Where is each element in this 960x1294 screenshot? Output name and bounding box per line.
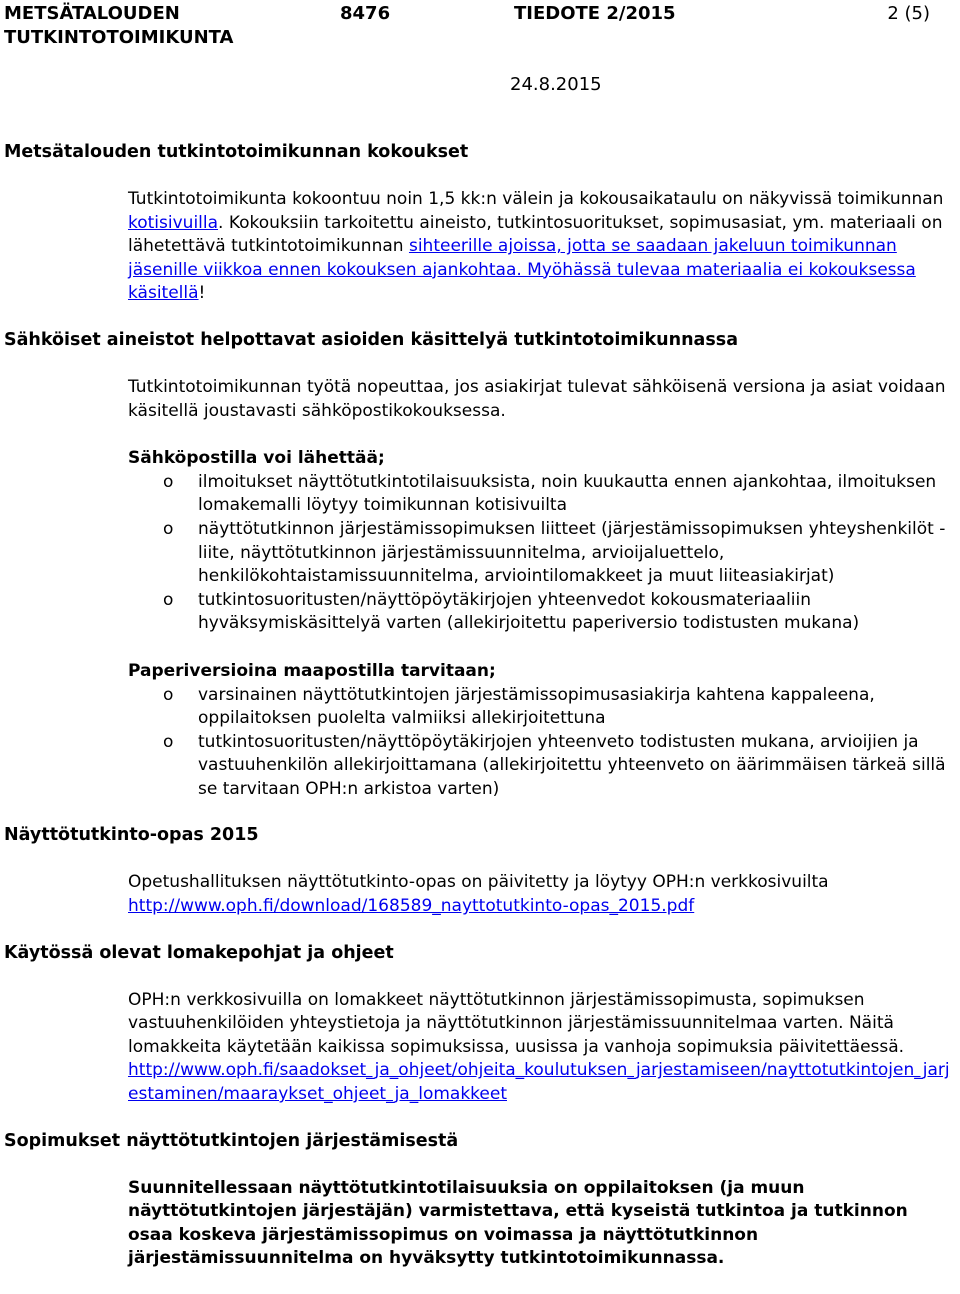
electronic-intro-paragraph: Tutkintotoimikunnan työtä nopeuttaa, jos asiakirjat tulevat sähköisenä versiona ja asiat voidaan käsitellä joustavasti sähköpostikokouksessa.: [128, 376, 946, 421]
page-number: 2 (5): [887, 3, 930, 24]
section-heading-agreements: Sopimukset näyttötutkintojen järjestämisestä: [4, 1130, 459, 1151]
document-header: [4, 2, 930, 102]
section-meetings: [4, 140, 954, 306]
forms-link[interactable]: http://www.oph.fi/saadokset_ja_ohjeet/ohjeita_koulutuksen_jarjestamiseen/nayttotutkintojen_jarjestaminen/maaraykset_ohjeet_ja_lomakkeet: [128, 1060, 950, 1105]
document-content: [4, 140, 954, 1271]
organization-name: METSÄTALOUDEN TUTKINTOTOIMIKUNTA: [4, 3, 234, 48]
secretary-email-link[interactable]: sihteerille ajoissa, jotta se saadaan jakeluun toimikunnan jäsenille viikkoa ennen kokouksen ajankohtaa. Myöhässä tulevaa materiaalia ei kokouksessa käsitellä: [128, 236, 916, 304]
document-date: 24.8.2015: [510, 74, 602, 95]
email-items-list: [128, 471, 954, 636]
bulletin-title: TIEDOTE 2/2015: [514, 3, 676, 24]
section-forms: [4, 941, 954, 1107]
paper-items-list: [128, 684, 954, 802]
list-item: o tutkintosuoritusten/näyttöpöytäkirjojen yhteenveto todistusten mukana, arvioijien ja vastuuhenkilön allekirjoittamana (allekirjoitettu yhteenveto on äärimmäisen tärkeä sillä se tarvitaan OPH:n arkistoa varten): [128, 731, 954, 802]
guide-paragraph: Opetushallituksen näyttötutkinto-opas on päivitetty ja löytyy OPH:n verkkosivuilta: [128, 872, 829, 893]
list-item: o ilmoitukset näyttötutkintotilaisuuksista, noin kuukautta ennen ajankohtaa, ilmoituksen lomakemalli löytyy toimikunnan kotisivuilta: [128, 471, 954, 518]
section-electronic-materials: [4, 328, 954, 802]
list-item: o tutkintosuoritusten/näyttöpöytäkirjojen yhteenvedot kokousmateriaaliin hyväksymiskäsittelyä varten (allekirjoitettu paperiversio todistusten mukana): [128, 589, 954, 636]
list-item: o näyttötutkinnon järjestämissopimuksen liitteet (järjestämissopimuksen yhteyshenkilöt -liite, näyttötutkinnon järjestämissuunnitelma, arvioijaluettelo, henkilökohtaistamissuunnitelma, arviointilomakkeet ja muut liiteasiakirjat): [128, 518, 954, 589]
forms-paragraph: OPH:n verkkosivuilla on lomakkeet näyttötutkinnon järjestämissopimusta, sopimuksen vastuuhenkilöiden yhteystietoja ja näyttötutkinnon järjestämissuunnitelmaa varten. Näitä lomakkeita käytetään kaikissa sopimuksissa, uusissa ja vanhoja sopimuksia päivitettäessä.: [128, 989, 905, 1057]
agreements-paragraph: Suunnitellessaan näyttötutkintotilaisuuksia on oppilaitoksen (ja muun näyttötutkintojen järjestäjän) varmistettava, että kyseistä tutkintoa ja tutkinnon osaa koskeva järjestämissopimus on voimassa ja näyttötutkinnon järjestämissuunnitelma on hyväksytty tutkintotoimikunnassa.: [128, 1177, 908, 1269]
guide-link[interactable]: http://www.oph.fi/download/168589_nayttotutkinto-opas_2015.pdf: [128, 896, 695, 917]
section-agreements: [4, 1129, 954, 1271]
meetings-paragraph: Tutkintotoimikunta kokoontuu noin 1,5 kk:n välein ja kokousaikataulu on näkyvissä toimikunnan kotisivuilla. Kokouksiin tarkoitettu aineisto, tutkintosuoritukset, sopimusasiat, ym. materiaali on lähetettävä tutkintotoimikunnan sihteerille ajoissa, jotta se saadaan jakeluun toimikunnan jäsenille viikkoa ennen kokouksen ajankohtaa. Myöhässä tulevaa materiaalia ei kokouksessa käsitellä!: [128, 189, 944, 304]
homepage-link[interactable]: kotisivuilla: [128, 212, 219, 233]
section-heading-electronic: Sähköiset aineistot helpottavat asioiden käsittelyä tutkintotoimikunnassa: [4, 329, 739, 350]
section-heading-guide: Näyttötutkinto-opas 2015: [4, 825, 259, 846]
email-subheading: Sähköpostilla voi lähettää;: [128, 448, 385, 469]
section-guide: [4, 823, 954, 918]
section-heading-forms: Käytössä olevat lomakepohjat ja ohjeet: [4, 942, 394, 963]
paper-subheading: Paperiversioina maapostilla tarvitaan;: [128, 660, 496, 681]
section-heading-meetings: Metsätalouden tutkintotoimikunnan kokoukset: [4, 142, 469, 162]
document-number: 8476: [340, 3, 391, 24]
list-item: o varsinainen näyttötutkintojen järjestämissopimusasiakirja kahtena kappaleena, oppilaitoksen puolelta valmiiksi allekirjoitettuna: [128, 684, 954, 731]
